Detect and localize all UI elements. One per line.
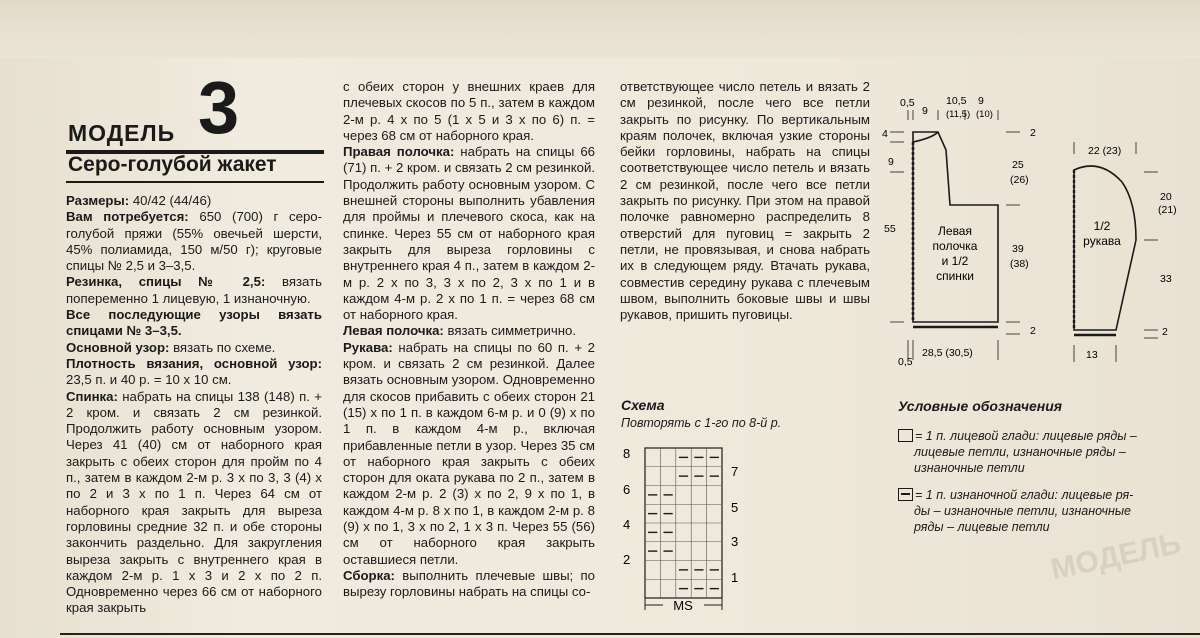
- sleeve-caption-2: рукава: [1083, 234, 1121, 248]
- paragraph: [343, 568, 595, 601]
- text-column-2: [343, 79, 595, 601]
- row-number-3: 3: [731, 534, 739, 549]
- label-right-2: 2: [1030, 127, 1036, 139]
- text-column-1: [66, 193, 322, 617]
- label-right-38: (38): [1010, 258, 1029, 270]
- paragraph: [66, 389, 322, 617]
- paragraph-heading: Резинка, спицы № 2,5:: [66, 274, 266, 290]
- row-number-6: 6: [623, 482, 631, 497]
- sleeve-right-2: 2: [1162, 326, 1168, 338]
- sleeve-schematic: [1060, 130, 1198, 370]
- row-number-8: 8: [623, 446, 631, 461]
- label-bottom-width: 28,5 (30,5): [922, 347, 973, 359]
- row-number-7: 7: [731, 464, 739, 479]
- paragraph: [66, 274, 322, 307]
- label-left-9: 9: [888, 156, 894, 168]
- label-top-9: 9: [922, 105, 928, 117]
- paragraph: [66, 193, 322, 209]
- paragraph-heading: Сборка:: [343, 567, 395, 583]
- paragraph: [343, 144, 595, 323]
- front-caption-4: спинки: [936, 269, 974, 283]
- sleeve-top-label: 22 (23): [1088, 145, 1122, 157]
- front-caption-1: Левая: [938, 224, 972, 238]
- title-rule: [66, 181, 324, 183]
- schema-title: Схема: [621, 397, 665, 413]
- paragraph: [66, 209, 322, 274]
- paragraph-text: 40/42 (44/46): [129, 193, 212, 208]
- paragraph-text: вязать по схеме.: [169, 339, 276, 355]
- label-top-115: (11,5): [946, 109, 971, 120]
- paragraph-text: набрать на спицы 138 (148) п. + 2 кром. и связать 2 см резинкой. Продолжить работу основным узором. Через 41 (40) см от наборного края закрыть с обеих сторон для пройм по 4 п., затем в каждом 2-м р. 3 x по 3, 3 (4) x по 2 и 3 x по 1 п. Через 64 см от наборного края закрыть для выреза горловины средние 32 п. и обе стороны закончить раздельно. Для закругления выреза закрыть с внутреннего края в каждом 2-м р. 1 x 3 и 2 x по 2 п. Одновременно через 66 см от наборного края закрыть: [66, 388, 322, 616]
- page-top-band: [0, 0, 1200, 58]
- sleeve-caption-1: 1/2: [1093, 219, 1111, 233]
- label-top-9b: 9: [978, 95, 984, 107]
- label-top-10: (10): [976, 109, 993, 120]
- row-number-5: 5: [731, 500, 739, 515]
- paragraph-text: с обеих сторон у внешних краев для плечевых скосов по 5 п., затем в каждом 2-м р. 4 x по 5 (1 x 5 и 3 x по 6) п. = через 68 см от наборного края.: [343, 79, 595, 143]
- model-number: 3: [198, 66, 240, 149]
- paragraph-heading: Основной узор:: [66, 339, 170, 355]
- sleeve-right-33: 33: [1160, 273, 1172, 285]
- paragraph: [343, 323, 595, 339]
- paragraph: [343, 79, 595, 144]
- paragraph-text: выполнить плечевые швы; по вырезу горловины набрать на спицы со-: [343, 567, 595, 600]
- sleeve-right-21: (21): [1158, 204, 1177, 216]
- front-caption-3: и 1/2: [941, 254, 969, 268]
- row-number-2: 2: [623, 552, 631, 567]
- paragraph-heading: Левая полочка:: [343, 323, 444, 339]
- label-left-55: 55: [884, 223, 896, 235]
- paragraph-heading: Правая полочка:: [343, 144, 455, 160]
- label-top-05: 0,5: [900, 97, 915, 109]
- ms-label: MS: [673, 598, 693, 613]
- label-right-25: 25: [1012, 159, 1024, 171]
- front-back-schematic: [870, 90, 1050, 375]
- paragraph-text: 23,5 п. и 40 р. = 10 x 10 см.: [66, 372, 232, 388]
- sleeve-bottom-label: 13: [1086, 349, 1098, 361]
- paragraph-text: 650 (700) г серо-голубой пряжи (55% овечьей шерсти, 45% полиамида, 150 м/50 г); круговые спицы № 2,5 и 3–3,5.: [66, 209, 323, 274]
- bottom-rule: [60, 633, 1200, 635]
- paragraph-heading: Плотность вязания, основной узор:: [66, 355, 322, 371]
- paragraph: [66, 356, 322, 389]
- sleeve-right-20: 20: [1160, 191, 1172, 203]
- paragraph-heading: Вам потребуется:: [66, 209, 189, 225]
- label-right-2b: 2: [1030, 325, 1036, 337]
- legend-purl-line-1: = 1 п. изнаночной глади: лицевые ря-: [915, 488, 1134, 502]
- paragraph-text: вязать симметрично.: [443, 323, 577, 339]
- legend-knit-line-2: лицевые петли, изнаночные ряды –: [914, 445, 1126, 459]
- legend-purl: [898, 487, 1148, 535]
- legend-knit-line-1: = 1 п. лицевой глади: лицевые ряды –: [915, 429, 1137, 443]
- paragraph-text: вязать попеременно 1 лицевую, 1 изнаночную.: [66, 274, 322, 306]
- front-caption-2: полочка: [932, 239, 978, 253]
- legend-knit: [898, 428, 1148, 476]
- paragraph: [620, 79, 870, 323]
- paragraph: [66, 340, 322, 356]
- label-right-26: (26): [1010, 174, 1029, 186]
- model-word: МОДЕЛЬ: [68, 120, 176, 146]
- background-print: МОДЕЛЬ: [1047, 526, 1184, 587]
- sleeve-outline: [1074, 166, 1136, 330]
- paragraph-text: набрать на спицы 66 (71) п. + 2 кром. и связать 2 см резинкой. Продолжить работу основным узором. С внешней стороны выполнить убавления для проймы и плечевого скоса, как на спинке. Через 55 см от наборного края закрыть для выреза горловины с внутреннего края 4 п., затем в каждом 2-м р. 2 x по 3, 3 x по 2, 3 x по 1 и в каждом 4-м р. 2 x по 1 п. = через 68 см от наборного края.: [343, 144, 595, 323]
- label-bottom-05: 0,5: [898, 356, 913, 368]
- label-left-4: 4: [882, 128, 888, 140]
- page-title: Серо-голубой жакет: [68, 153, 277, 176]
- row-number-1: 1: [731, 570, 739, 585]
- purl-stitch-symbol: [898, 488, 913, 501]
- legend-purl-line-2: ды – изнаночные петли, изнаночные: [914, 504, 1131, 518]
- legend-knit-line-3: изнаночные петли: [914, 461, 1025, 475]
- stitch-chart: [615, 440, 755, 620]
- legend-title: Условные обозначения: [898, 398, 1063, 414]
- schema-subtitle: Повторять с 1-го по 8-й р.: [621, 416, 782, 430]
- label-top-105: 10,5: [946, 95, 967, 107]
- paragraph-text: набрать на спицы по 60 п. + 2 кром. и связать 2 см резинкой. Далее вязать основным узором. Одновременно для скосов прибавить с обеих сторон 21 (15) x по 1 п. в каждом 6-м р. и 0 (9) x по 1 п. в каждом 4-м р., включая прибавленные петли в узор. Через 35 см от наборного края закрыть с обеих сторон для оката рукава по 2 п., затем в каждом 2-м р. 2 (3) x по 2, 9 x по 1, в каждом 4-м р. 8 x по 1, в каждом 2-м р. 8 (9) x по 1, 3 x по 2, 1 x 3 п. Через 55 (56) см от наборного края закрыть оставшиеся петли.: [343, 339, 595, 567]
- paragraph-heading: Спинка:: [66, 388, 118, 404]
- paragraph-heading: Размеры:: [66, 193, 130, 208]
- paragraph: [343, 340, 595, 568]
- legend-purl-line-3: ряды – лицевые петли: [914, 520, 1050, 534]
- paragraph-text: ответствующее число петель и вязать 2 см резинкой, после чего все петли закрыть по рисунку. По вертикальным краям полочек, включая узкие стороны бейки горловины, набрать на спицы соответствующее число петель и вязать 2 см резинкой, после чего все петли закрыть по рисунку. При этом на правой полочке равномерно распределить 8 отверстий для пуговиц = закрыть 2 петли, не провязывая, и снова набрать их в следующем ряду. Втачать рукава, совместив середину рукава с плечевым швом, выполнить боковые швы и швы рукавов, пришить пуговицы.: [620, 79, 870, 323]
- row-number-4: 4: [623, 517, 631, 532]
- neckline: [913, 132, 938, 142]
- paragraph-heading: Все последующие узоры вязать спицами № 3–3,5.: [66, 307, 322, 339]
- paragraph: [66, 307, 322, 340]
- knit-stitch-symbol: [898, 429, 913, 442]
- label-right-39: 39: [1012, 243, 1024, 255]
- paragraph-heading: Рукава:: [343, 339, 393, 355]
- text-column-3: [620, 79, 870, 323]
